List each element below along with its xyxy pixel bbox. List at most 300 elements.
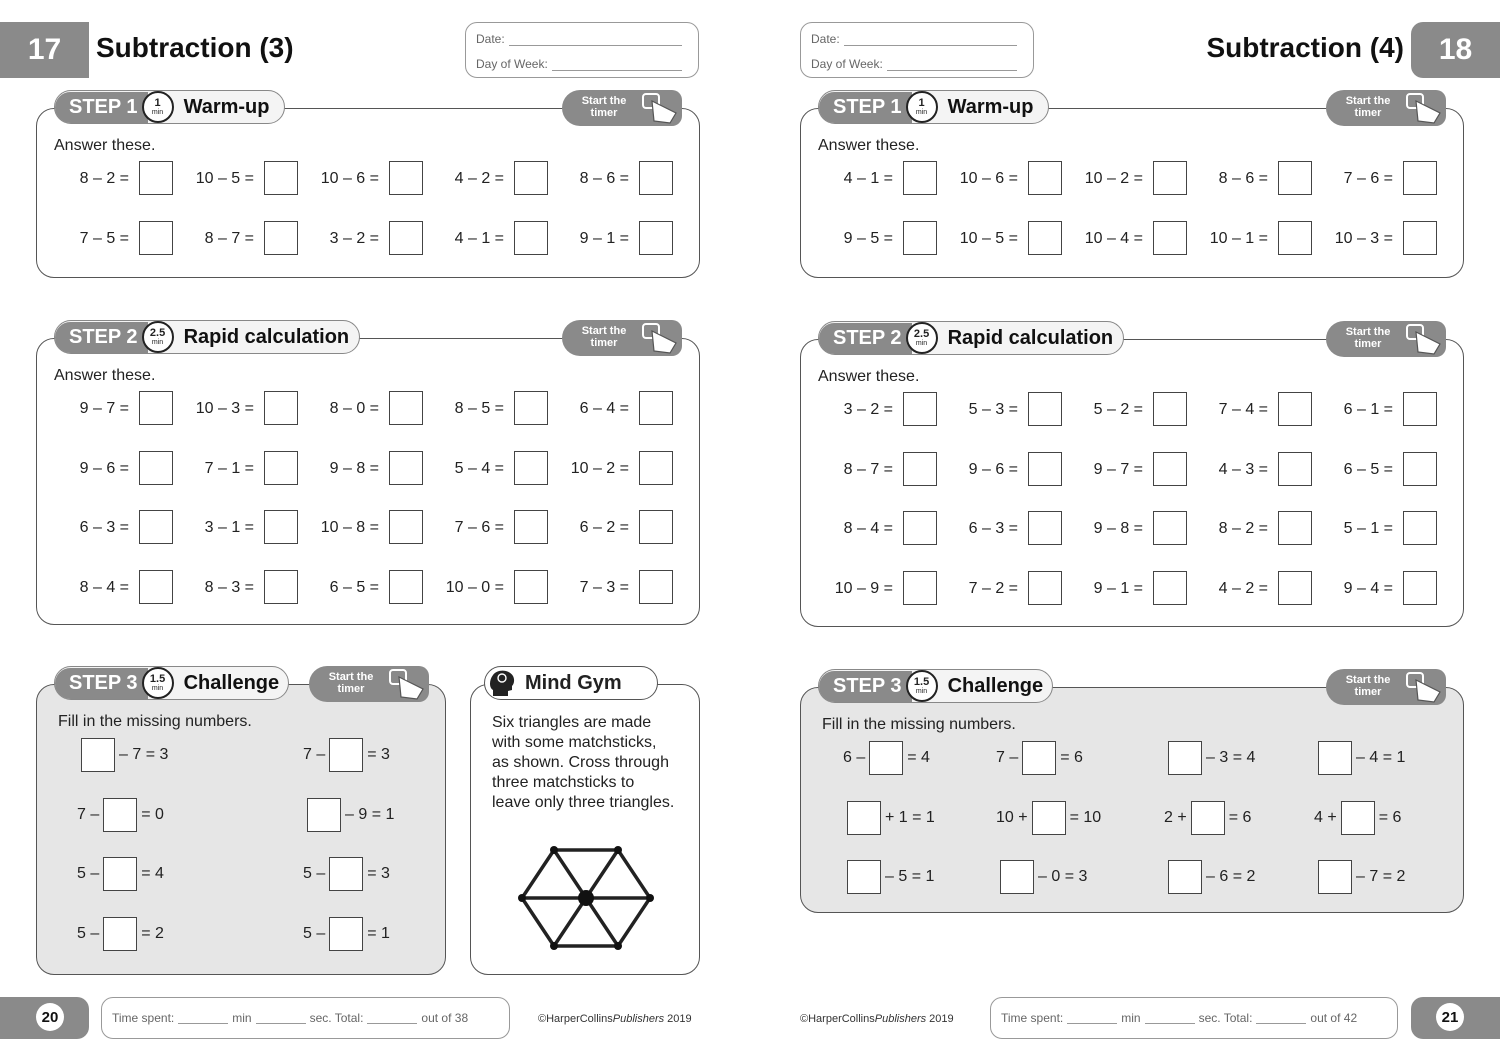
question	[937, 392, 1062, 428]
missing-number-question	[1314, 800, 1401, 836]
total-field[interactable]	[1256, 1013, 1306, 1024]
step2-header	[818, 321, 1124, 355]
step3-header	[818, 669, 1053, 703]
answer-box[interactable]	[307, 798, 341, 832]
question-text: 9 – 6 =	[968, 460, 1018, 478]
question-text: 8 – 2 =	[79, 170, 129, 187]
answer-box[interactable]	[514, 570, 548, 604]
answer-box[interactable]	[514, 391, 548, 425]
footer-tab	[1411, 997, 1500, 1039]
question	[423, 451, 548, 487]
answer-box[interactable]	[1028, 571, 1062, 605]
time-min-field[interactable]	[1067, 1013, 1117, 1024]
question-text: 7 – 3 =	[579, 578, 629, 596]
answer-box[interactable]	[903, 571, 937, 605]
mind-gym-line: as shown. Cross through	[492, 754, 669, 771]
step-label: STEP 1	[819, 92, 912, 123]
answer-box[interactable]	[1403, 221, 1437, 255]
answer-box[interactable]	[1022, 741, 1056, 775]
date-label: Date:	[811, 32, 840, 46]
answer-box[interactable]	[389, 451, 423, 485]
question	[1062, 392, 1187, 428]
question	[1187, 392, 1312, 428]
missing-number-question	[303, 797, 394, 833]
instruction: Fill in the missing numbers.	[822, 716, 1016, 733]
question-text: 3 – 2 =	[329, 230, 379, 247]
question-text: 9 – 8 =	[1093, 520, 1143, 537]
question-text: 10 – 9 =	[834, 579, 893, 597]
question-suffix: = 1	[367, 924, 390, 942]
missing-number-question	[303, 916, 390, 952]
question-suffix: = 2	[141, 924, 164, 942]
question-text: 3 – 2 =	[843, 401, 893, 418]
question-text: 7 – 6 =	[1343, 170, 1393, 187]
question-text: 6 – 5 =	[329, 578, 379, 596]
answer-box[interactable]	[1403, 571, 1437, 605]
step-label: STEP 2	[819, 323, 912, 354]
question-prefix: 2 +	[1164, 808, 1187, 826]
answer-box[interactable]	[1153, 392, 1187, 426]
missing-number-question	[77, 916, 164, 952]
answer-box[interactable]	[389, 391, 423, 425]
answer-box[interactable]	[139, 391, 173, 425]
missing-number-question	[77, 856, 164, 892]
question-text: 10 – 3 =	[1334, 230, 1393, 247]
missing-number-question	[843, 859, 934, 895]
question-suffix: – 7 = 3	[119, 746, 169, 763]
question-text: 4 – 1 =	[454, 230, 504, 247]
answer-box[interactable]	[139, 510, 173, 544]
question	[1062, 452, 1187, 488]
answer-box[interactable]	[1278, 571, 1312, 605]
date-field[interactable]	[509, 35, 682, 46]
answer-box[interactable]	[264, 510, 298, 544]
answer-box[interactable]	[639, 221, 673, 255]
question	[1187, 571, 1312, 607]
question-text: 6 – 3 =	[968, 520, 1018, 537]
question	[298, 221, 423, 257]
question-text: 10 – 5 =	[959, 230, 1018, 247]
answer-box[interactable]	[514, 161, 548, 195]
answer-box[interactable]	[103, 798, 137, 832]
missing-number-question	[1164, 740, 1255, 776]
question	[173, 391, 298, 427]
answer-box[interactable]	[103, 857, 137, 891]
answer-box[interactable]	[139, 221, 173, 255]
question-text: 8 – 6 =	[1218, 170, 1268, 187]
question-text: 8 – 6 =	[579, 170, 629, 187]
question	[1312, 571, 1437, 607]
copyright: ©HarperCollinsPublishers 2019	[538, 1013, 692, 1025]
sec-total-label: sec. Total:	[309, 1011, 364, 1025]
question-suffix: – 5 = 1	[885, 868, 935, 885]
step-label: STEP 3	[55, 668, 148, 699]
answer-box[interactable]	[389, 221, 423, 255]
question	[298, 570, 423, 606]
question	[937, 511, 1062, 547]
answer-box[interactable]	[639, 570, 673, 604]
answer-box[interactable]	[264, 221, 298, 255]
question	[173, 570, 298, 606]
step-label: STEP 1	[55, 92, 148, 123]
question	[173, 221, 298, 257]
answer-box[interactable]	[329, 917, 363, 951]
question	[48, 451, 173, 487]
question-text: 9 – 8 =	[329, 459, 379, 477]
answer-box[interactable]	[639, 391, 673, 425]
question	[1312, 221, 1437, 257]
missing-number-question	[77, 797, 164, 833]
step-label: STEP 2	[55, 322, 148, 353]
question	[1187, 452, 1312, 488]
answer-box[interactable]	[103, 917, 137, 951]
question	[48, 391, 173, 427]
answer-box[interactable]	[264, 391, 298, 425]
question-suffix: = 6	[1060, 749, 1083, 766]
answer-box[interactable]	[847, 801, 881, 835]
sec-total-label: sec. Total:	[1198, 1011, 1253, 1025]
answer-box[interactable]	[514, 221, 548, 255]
question	[48, 570, 173, 606]
answer-box[interactable]	[139, 570, 173, 604]
question-text: 10 – 3 =	[195, 400, 254, 417]
answer-box[interactable]	[903, 392, 937, 426]
question-suffix: = 0	[141, 805, 164, 823]
question	[937, 571, 1062, 607]
date-box	[800, 22, 1034, 78]
question-suffix: – 7 = 2	[1356, 868, 1406, 885]
answer-box[interactable]	[1278, 392, 1312, 426]
time-spent-box	[101, 997, 510, 1039]
missing-number-question	[1164, 800, 1251, 836]
question	[1312, 392, 1437, 428]
question	[423, 391, 548, 427]
question-text: 8 – 4 =	[843, 520, 893, 537]
day-of-week-field[interactable]	[887, 60, 1017, 71]
question-text: 6 – 3 =	[79, 519, 129, 536]
mind-gym-line: leave only three triangles.	[492, 794, 675, 811]
answer-box[interactable]	[1403, 392, 1437, 426]
footer-page-number: 21	[1436, 1003, 1464, 1031]
page-number-tab	[0, 22, 89, 78]
answer-box[interactable]	[1153, 511, 1187, 545]
step-name: Warm-up	[947, 95, 1034, 118]
answer-box[interactable]	[329, 738, 363, 772]
instruction: Answer these.	[818, 368, 920, 385]
total-field[interactable]	[367, 1013, 417, 1024]
page-title: Subtraction (4)	[1206, 32, 1404, 63]
question-text: 9 – 4 =	[1343, 579, 1393, 597]
step-name: Rapid calculation	[183, 325, 350, 348]
question	[548, 510, 673, 546]
step2-header	[54, 320, 360, 354]
missing-number-question	[996, 740, 1083, 776]
question-text: 4 – 3 =	[1218, 460, 1268, 478]
answer-box[interactable]	[389, 161, 423, 195]
answer-box[interactable]	[264, 161, 298, 195]
question-suffix: = 4	[907, 749, 930, 766]
question	[173, 161, 298, 197]
answer-box[interactable]	[264, 451, 298, 485]
answer-box[interactable]	[1153, 571, 1187, 605]
answer-box[interactable]	[903, 221, 937, 255]
answer-box[interactable]	[1028, 511, 1062, 545]
footer-tab	[0, 997, 89, 1039]
answer-box[interactable]	[1403, 161, 1437, 195]
question-text: 9 – 5 =	[843, 230, 893, 247]
question	[1062, 161, 1187, 197]
answer-box[interactable]	[389, 570, 423, 604]
question-text: 8 – 3 =	[204, 578, 254, 596]
question	[298, 391, 423, 427]
answer-box[interactable]	[1278, 511, 1312, 545]
question-suffix: – 9 = 1	[345, 805, 395, 823]
page-title: Subtraction (3)	[96, 32, 294, 63]
question	[1062, 221, 1187, 257]
mind-gym-line: three matchsticks to	[492, 774, 635, 791]
start-timer-button[interactable]: Start the timer	[1326, 669, 1446, 705]
answer-box[interactable]	[1403, 452, 1437, 486]
missing-number-question	[303, 737, 390, 773]
question-text: 10 – 2 =	[1084, 170, 1143, 187]
answer-box[interactable]	[1032, 801, 1066, 835]
question	[812, 511, 937, 547]
step3-header	[54, 666, 289, 700]
time-spent-label: Time spent:	[1001, 1011, 1064, 1025]
step-name: Rapid calculation	[947, 326, 1114, 349]
right-page	[750, 0, 1500, 1061]
question-text: 4 – 2 =	[1218, 579, 1268, 597]
question-suffix: = 6	[1378, 808, 1402, 826]
question-suffix: = 10	[1069, 808, 1102, 826]
answer-box[interactable]	[389, 510, 423, 544]
clock-icon: 2.5 min	[142, 321, 174, 353]
question	[423, 221, 548, 257]
answer-box[interactable]	[514, 510, 548, 544]
question	[48, 161, 173, 197]
question	[812, 571, 937, 607]
question-text: 4 – 2 =	[454, 170, 504, 187]
question-text: 9 – 1 =	[579, 230, 629, 247]
start-timer-button[interactable]: Start the timer	[562, 90, 682, 126]
question-text: 7 – 2 =	[968, 579, 1018, 597]
question-text: 6 – 2 =	[579, 519, 629, 536]
answer-box[interactable]	[903, 161, 937, 195]
instruction: Answer these.	[818, 137, 920, 154]
answer-box[interactable]	[869, 741, 903, 775]
hand-pointer-icon	[640, 321, 680, 355]
clock-icon: 1 min	[142, 91, 174, 123]
question	[548, 451, 673, 487]
question	[423, 161, 548, 197]
question-text: 6 – 5 =	[1343, 460, 1393, 478]
min-label: min	[1121, 1011, 1141, 1025]
answer-box[interactable]	[1028, 452, 1062, 486]
question-prefix: 7 –	[303, 746, 326, 763]
page-number: 17	[27, 33, 62, 66]
answer-box[interactable]	[1318, 741, 1352, 775]
answer-box[interactable]	[139, 161, 173, 195]
instruction: Answer these.	[54, 137, 156, 154]
mind-gym-title: Mind Gym	[525, 671, 622, 694]
answer-box[interactable]	[1168, 741, 1202, 775]
answer-box[interactable]	[847, 860, 881, 894]
clock-icon: 1 min	[906, 91, 938, 123]
question-text: 5 – 2 =	[1093, 401, 1143, 418]
question-suffix: – 6 = 2	[1206, 868, 1256, 885]
question-text: 10 – 0 =	[445, 578, 504, 596]
question-suffix: – 0 = 3	[1038, 868, 1088, 885]
start-timer-button[interactable]: Start the timer	[1326, 321, 1446, 357]
missing-number-question	[1164, 859, 1255, 895]
matchstick-hexagon-diagram	[516, 842, 656, 954]
question-prefix: 5 –	[303, 924, 326, 942]
step1-header	[818, 90, 1049, 124]
question-suffix: = 4	[141, 865, 164, 882]
answer-box[interactable]	[1153, 452, 1187, 486]
time-min-field[interactable]	[178, 1013, 228, 1024]
out-of-label: out of 38	[421, 1011, 469, 1025]
answer-box[interactable]	[1153, 221, 1187, 255]
question-prefix: 7 –	[996, 749, 1019, 766]
answer-box[interactable]	[1028, 392, 1062, 426]
answer-box[interactable]	[903, 452, 937, 486]
time-sec-field[interactable]	[256, 1013, 306, 1024]
step-name: Challenge	[183, 671, 280, 694]
answer-box[interactable]	[329, 857, 363, 891]
question-text: 3 – 1 =	[204, 519, 254, 536]
answer-box[interactable]	[1278, 161, 1312, 195]
answer-box[interactable]	[81, 738, 115, 772]
question	[937, 221, 1062, 257]
question	[812, 392, 937, 428]
answer-box[interactable]	[1278, 221, 1312, 255]
start-timer-button[interactable]: Start the timer	[1326, 90, 1446, 126]
question	[298, 451, 423, 487]
question	[1312, 511, 1437, 547]
start-timer-button[interactable]: Start the timer	[562, 320, 682, 356]
hand-pointer-icon	[1404, 670, 1444, 704]
question	[1312, 452, 1437, 488]
question-prefix: 7 –	[77, 805, 100, 823]
question	[173, 451, 298, 487]
question-text: 5 – 4 =	[454, 459, 504, 477]
answer-box[interactable]	[1028, 221, 1062, 255]
step-name: Warm-up	[183, 95, 270, 118]
date-label: Date:	[476, 32, 505, 46]
time-spent-label: Time spent:	[112, 1011, 175, 1025]
answer-box[interactable]	[1153, 161, 1187, 195]
answer-box[interactable]	[1341, 801, 1375, 835]
answer-box[interactable]	[1278, 452, 1312, 486]
missing-number-question	[996, 859, 1087, 895]
question-text: 5 – 1 =	[1343, 520, 1393, 537]
copyright: ©HarperCollinsPublishers 2019	[800, 1013, 954, 1025]
question-text: 7 – 5 =	[79, 230, 129, 247]
question-text: 10 – 1 =	[1209, 230, 1268, 247]
answer-box[interactable]	[639, 161, 673, 195]
answer-box[interactable]	[1403, 511, 1437, 545]
mind-gym-text	[492, 713, 674, 813]
question-text: 10 – 4 =	[1084, 230, 1143, 247]
answer-box[interactable]	[139, 451, 173, 485]
answer-box[interactable]	[1318, 860, 1352, 894]
question	[1187, 161, 1312, 197]
step-label: STEP 3	[819, 671, 912, 702]
question-text: 8 – 5 =	[454, 400, 504, 417]
hand-pointer-icon	[387, 667, 427, 701]
question-text: 6 – 1 =	[1343, 401, 1393, 418]
answer-box[interactable]	[514, 451, 548, 485]
day-of-week-field[interactable]	[552, 60, 682, 71]
day-of-week-label: Day of Week:	[811, 57, 883, 71]
answer-box[interactable]	[1191, 801, 1225, 835]
question-prefix: 10 +	[996, 808, 1028, 826]
question	[937, 161, 1062, 197]
answer-box[interactable]	[903, 511, 937, 545]
answer-box[interactable]	[1168, 860, 1202, 894]
question-prefix: 5 –	[77, 924, 100, 942]
question-text: 8 – 7 =	[204, 230, 254, 247]
answer-box[interactable]	[639, 510, 673, 544]
hand-pointer-icon	[1404, 91, 1444, 125]
missing-number-question	[77, 737, 168, 773]
question-text: 5 – 3 =	[968, 401, 1018, 418]
question-suffix: = 3	[367, 746, 390, 763]
question-text: 9 – 1 =	[1093, 579, 1143, 597]
question	[48, 221, 173, 257]
question	[812, 452, 937, 488]
answer-box[interactable]	[639, 451, 673, 485]
question-text: 9 – 6 =	[79, 459, 129, 477]
question-prefix: 5 –	[77, 865, 100, 882]
question	[548, 221, 673, 257]
missing-number-question	[843, 740, 930, 776]
date-field[interactable]	[844, 35, 1017, 46]
question	[298, 161, 423, 197]
question-text: 7 – 1 =	[204, 459, 254, 477]
question	[298, 510, 423, 546]
page-number-tab	[1411, 22, 1500, 78]
hand-pointer-icon	[1404, 322, 1444, 356]
answer-box[interactable]	[264, 570, 298, 604]
min-label: min	[232, 1011, 252, 1025]
start-timer-button[interactable]: Start the timer	[309, 666, 429, 702]
question-text: 8 – 7 =	[843, 460, 893, 478]
mind-gym-line: with some matchsticks,	[492, 734, 657, 751]
question	[1312, 161, 1437, 197]
question	[548, 570, 673, 606]
question	[1062, 571, 1187, 607]
question-text: 10 – 2 =	[570, 459, 629, 477]
answer-box[interactable]	[1028, 161, 1062, 195]
missing-number-question	[1314, 859, 1405, 895]
step-name: Challenge	[947, 674, 1044, 697]
question	[48, 510, 173, 546]
missing-number-question	[1314, 740, 1405, 776]
question-text: 8 – 2 =	[1218, 520, 1268, 537]
question-text: 10 – 6 =	[959, 170, 1018, 187]
question	[812, 221, 937, 257]
time-sec-field[interactable]	[1145, 1013, 1195, 1024]
question-text: 8 – 0 =	[329, 400, 379, 417]
question	[423, 570, 548, 606]
out-of-label: out of 42	[1310, 1011, 1358, 1025]
day-of-week-label: Day of Week:	[476, 57, 548, 71]
answer-box[interactable]	[1000, 860, 1034, 894]
question-text: 4 – 1 =	[843, 170, 893, 187]
question	[812, 161, 937, 197]
